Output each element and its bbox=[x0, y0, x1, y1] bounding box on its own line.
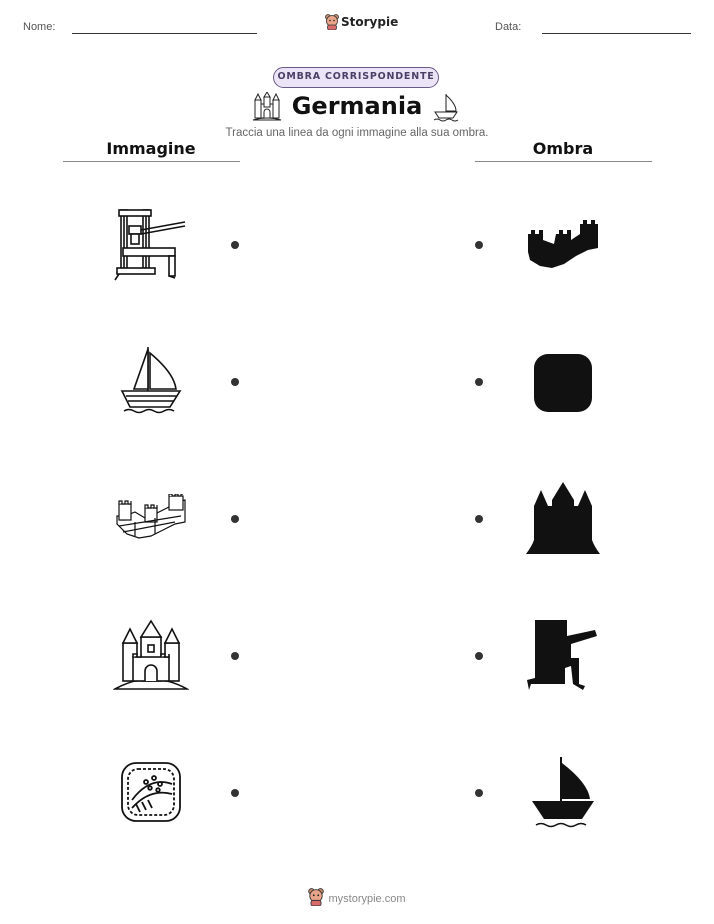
decorated-tile-shadow-icon[interactable] bbox=[532, 352, 594, 414]
shadow-dot-3[interactable] bbox=[475, 515, 483, 523]
name-line[interactable] bbox=[72, 33, 257, 34]
footer-url[interactable]: mystorypie.com bbox=[328, 893, 406, 905]
image-dot-2[interactable] bbox=[231, 378, 239, 386]
shadow-dot-1[interactable] bbox=[475, 241, 483, 249]
instructions: Traccia una linea da ogni immagine alla sua ombra. bbox=[225, 127, 489, 139]
sailboat-decoration-icon bbox=[432, 92, 460, 122]
bear-icon bbox=[308, 888, 324, 906]
castle-decoration-icon bbox=[252, 92, 282, 122]
printing-press-icon[interactable] bbox=[113, 208, 189, 282]
sailboat-shadow-icon[interactable] bbox=[530, 755, 596, 829]
printing-press-shadow-icon[interactable] bbox=[527, 618, 599, 692]
page-title: Germania bbox=[291, 92, 423, 120]
image-dot-4[interactable] bbox=[231, 652, 239, 660]
column-header-image: Immagine bbox=[106, 139, 196, 158]
brand-logo bbox=[325, 14, 399, 32]
decorated-tile-icon[interactable] bbox=[120, 760, 182, 824]
image-dot-5[interactable] bbox=[231, 789, 239, 797]
column-header-shadow: Ombra bbox=[532, 139, 594, 158]
sailboat-icon[interactable] bbox=[118, 345, 184, 415]
castle-wall-icon[interactable] bbox=[115, 494, 187, 542]
sand-castle-icon[interactable] bbox=[113, 619, 189, 693]
brand-name: Storypie bbox=[341, 15, 399, 29]
image-dot-3[interactable] bbox=[231, 515, 239, 523]
sand-castle-shadow-icon[interactable] bbox=[524, 482, 602, 556]
shadow-dot-4[interactable] bbox=[475, 652, 483, 660]
castle-wall-shadow-icon[interactable] bbox=[526, 220, 600, 270]
column-underline-left bbox=[63, 161, 240, 162]
date-line[interactable] bbox=[542, 33, 691, 34]
date-label: Data: bbox=[495, 21, 522, 33]
column-underline-right bbox=[475, 161, 652, 162]
footer bbox=[0, 888, 714, 906]
activity-badge: OMBRA CORRISPONDENTE bbox=[273, 67, 439, 88]
shadow-dot-5[interactable] bbox=[475, 789, 483, 797]
name-label: Nome: bbox=[23, 21, 56, 33]
image-dot-1[interactable] bbox=[231, 241, 239, 249]
bear-icon bbox=[325, 14, 339, 30]
shadow-dot-2[interactable] bbox=[475, 378, 483, 386]
